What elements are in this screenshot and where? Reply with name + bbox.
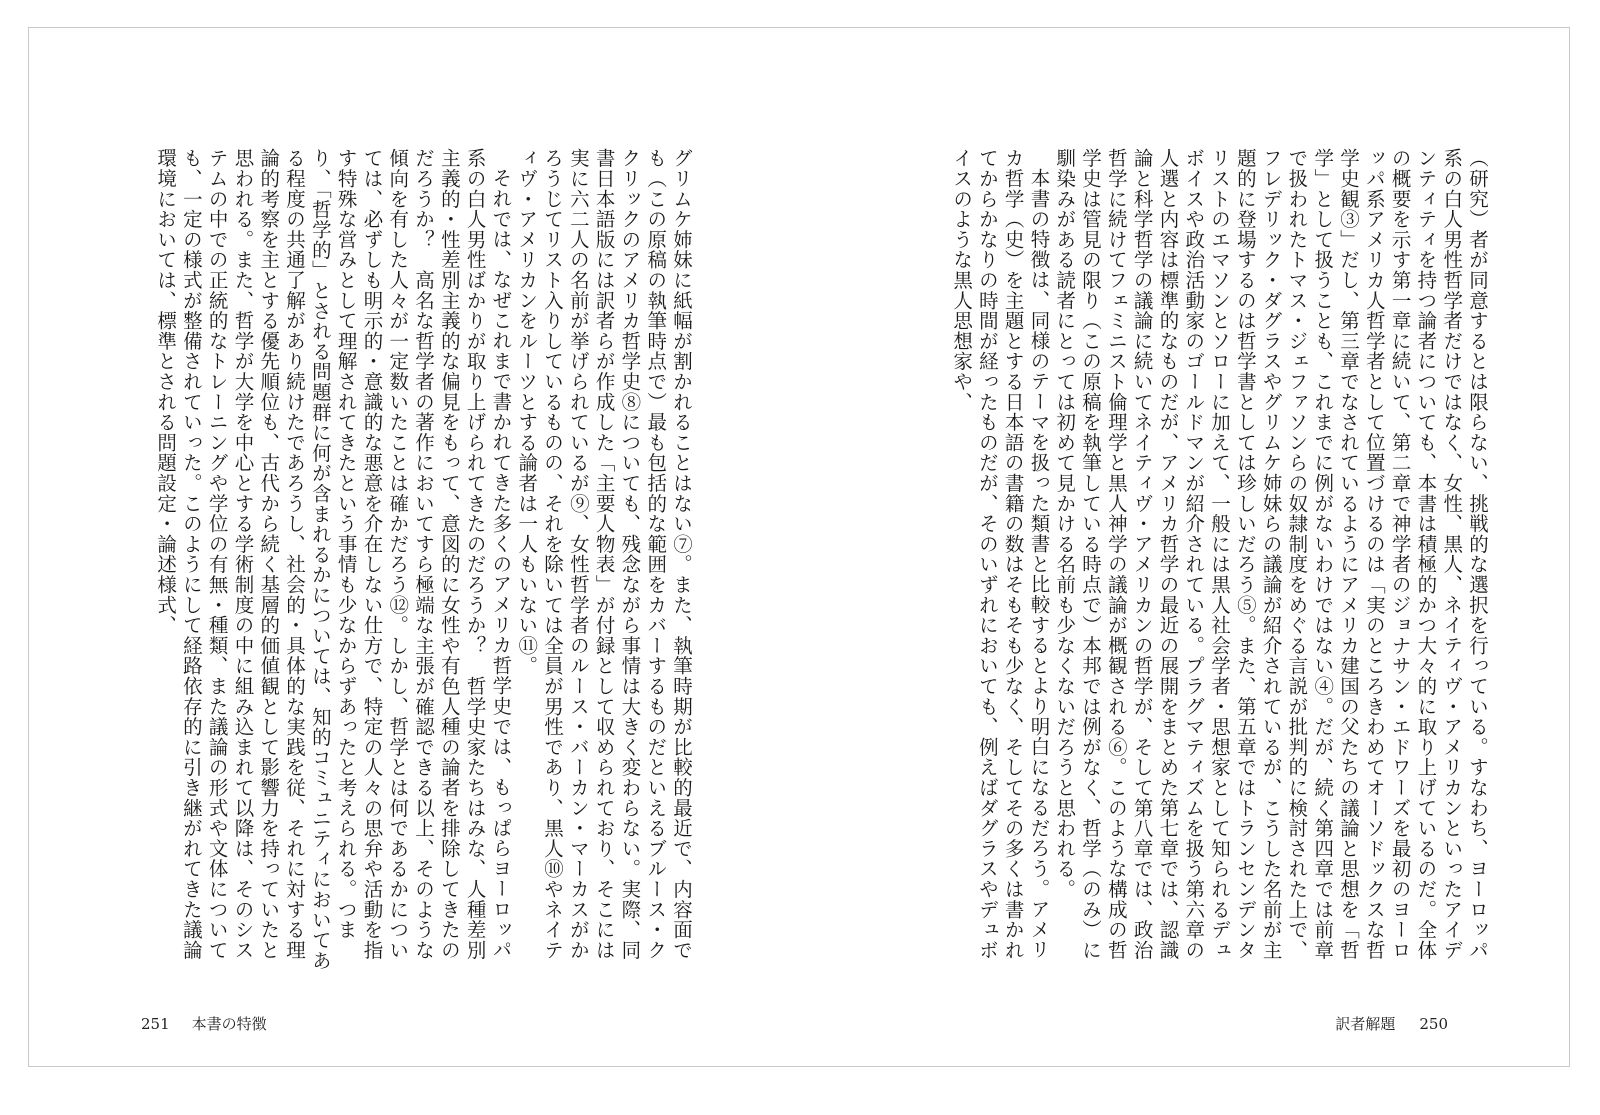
- right-paragraph-2: 本書の特徴は、同様のテーマを扱った類書と比較するとより明白になるだろう。アメリカ哲学（史）を主題とする日本語の書籍の数はそもそも少なく、そしてその多くは書かれてからかなりの時間が経ったものだが、そのいずれにおいても、例えばダグラスやデュボイスのような黒人思想家や、: [950, 148, 1051, 960]
- right-paragraph-1: （研究）者が同意するとは限らない、挑戦的な選択を行っている。すなわち、ヨーロッパ系の白人男性哲学者だけではなく、女性、黒人、ネイティヴ・アメリカンといったアイデンティティを持つ論者についても、本書は積極的かつ大々的に取り上げているのだ。全体の概要を示す第一章に続いて、第二章で神学者のジョナサン・エドワーズを最初のヨーロッパ系アメリカ人哲学者として位置づけるのは「実のところきわめてオーソドックスな哲学史観③」だし、第三章でなされているようにアメリカ建国の父たちの議論と思想を「哲学」として扱うことも、これまでに例がないわけではない④。だが、続く第四章では前章で扱われたトマス・ジェファソンらの奴隷制度をめぐる言説が批判的に検討された上で、フレデリック・ダグラスやグリムケ姉妹らの議論が紹介されているが、こうした名前が主題的に登場するのは哲学書としては珍しいだろう⑤。また、第五章ではトランセンデンタリストのエマソンとソローに加えて、一般には黒人社会学者・思想家として知られるデュボイスや政治活動家のゴールドマンが紹介されている。プラグマティズムを扱う第六章の人選と内容は標準的なものだが、アメリカ哲学の最近の展開をまとめた第七章では、認識論と科学哲学の議論に続いてネイティヴ・アメリカンの哲学が、そして第八章では、政治哲学に続けてフェミニスト倫理学と黒人神学の議論が概観される⑥。このような構成の哲学史は管見の限り（この原稿を執筆している時点で）本邦では例がなく、哲学（のみ）に馴染みがある読者にとっては初めて見かける名前も少なくないだろうと思われる。: [1053, 148, 1489, 960]
- book-spread: [28, 27, 1570, 1067]
- left-page: [29, 28, 800, 1066]
- left-folio: [141, 1013, 267, 1034]
- right-page-body: [930, 148, 1490, 976]
- right-folio: [1335, 1013, 1448, 1034]
- running-head: 訳者解題: [1335, 1015, 1396, 1033]
- right-page: [800, 28, 1571, 1066]
- running-head: 本書の特徴: [191, 1015, 267, 1033]
- left-paragraph-1: グリムケ姉妹に紙幅が割かれることはない⑦。また、執筆時期が比較的最近で、内容面でも（この原稿の執筆時点で）最も包括的な範囲をカバーするものだといえるブルース・ククリックのアメリカ哲学史⑧についても、残念ながら事情は大きく変わらない。実際、同書日本語版には訳者らが作成した「主要人物表」が付録として収められており、そこには実に六二人の名前が挙げられているが⑨、女性哲学者のルース・バーカン・マーカスがかろうじてリスト入りしているものの、それを除いては全員が男性であり、黒人⑩やネイティヴ・アメリカンをルーツとする論者は一人もいない⑪。: [515, 148, 693, 960]
- left-paragraph-2: それでは、なぜこれまで書かれてきた多くのアメリカ哲学史では、もっぱらヨーロッパ系の白人男性ばかりが取り上げられてきたのだろうか？ 哲学史家たちはみな、人種差別主義的・性差別主義的な偏見をもって、意図的に女性や有色人種の論者を排除してきたのだろうか？ 高名な哲学者の著作においてすら極端な主張が確認できる以上、そのような傾向を有した人々が一定数いたことは確かだろう⑫。しかし、哲学とは何であるかについては、必ずしも明示的・意識的な悪意を介在しない仕方で、特定の人々の思弁や活動を指す特殊な営みとして理解されてきたという事情も少なからずあったと考えられる。つまり、「哲学的」とされる問題群に何が含まれるかについては、知的コミュニティにおいてある程度の共通了解があり続けたであろうし、社会的・具体的な実践を従、それに対する理論的考察を主とする優先順位も、古代から続く基層的価値観として影響力を持っていたと思われる。また、哲学が大学を中心とする学術制度の中に組み込まれて以降は、そのシステムの中での正統的なトレーニングや学位の有無・種類、また議論の形式や文体についても、一定の様式が整備されていった。このようにして経路依存的に引き継がれてきた議論環境においては、標準とされる問題設定・論述様式、: [154, 148, 513, 971]
- page-number: 250: [1419, 1015, 1448, 1033]
- left-page-body: [124, 148, 694, 976]
- page-number: 251: [141, 1015, 170, 1033]
